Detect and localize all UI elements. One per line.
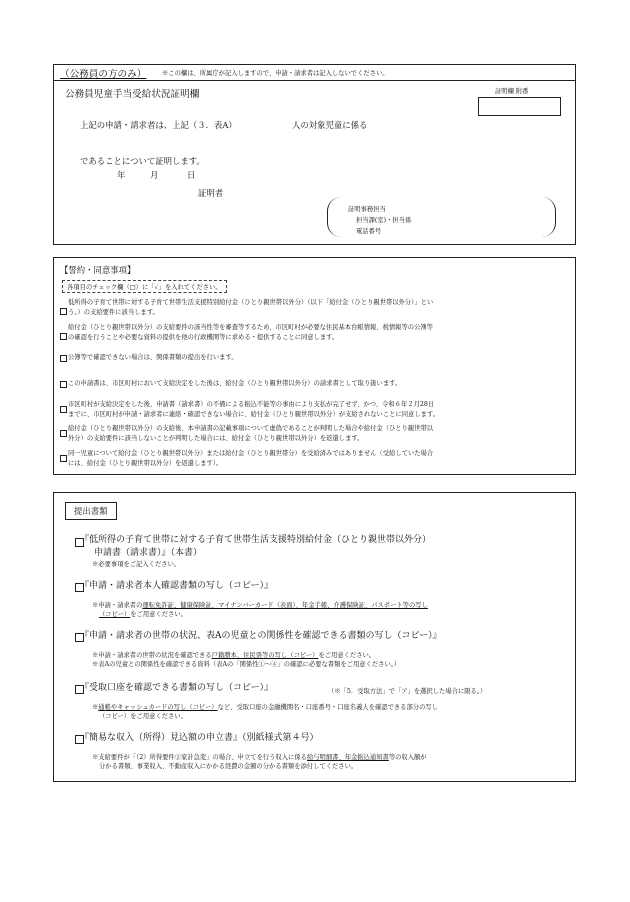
pledge-checkbox-7[interactable] [60,455,67,462]
certification-line-1a: 上記の申請・請求者は、上記（３．表A） [80,120,237,130]
certificate-number-field[interactable] [478,97,561,116]
pledge-item-3: 公簿等で確認できない場合は、関係書類の提出を行います。 [68,353,552,363]
contact-section-label: 担当課(室)・担当係 [356,217,412,224]
doc-item-5: 『簡易な収入（所得）見込額の申立書』（別紙様式第４号） [80,733,319,743]
doc-item-3: 『申請・請求者の世帯の状況、表Aの児童との関係性を確認できる書類の写し（コピー）』 [80,631,442,641]
date-year-label: 年 [117,170,126,180]
doc-note-2: ※申請・請求者の運転免許証、健康保険証、マイナンバーカード（表面）、年金手帳、介護保険証、パスポート等の写し （コピー）をご用意ください。 [92,602,428,618]
pledge-item-5: 市区町村が支給決定をした後、申請書（請求書）の不備による振込不能等の事由により支払が完了せず、かつ、令和６年２月28日 までに、市区町村が申請・請求者に連絡・確認できない場合に、給付金（ひとり親世帯以外分）が支給されないことに同意します。 [68,400,552,420]
doc-note-3: ※申請・請求者の世帯の状況を確認できる戸籍謄本、住民票等の写し（コピー）をご用意ください。 ※表Aの児童との関係性を確認できる資料（表Aの「関係性①～④」の確認に必要な書類をご用意ください。） [92,652,401,668]
pledge-checkbox-2[interactable] [60,333,67,340]
doc-item-4: 『受取口座を確認できる書類の写し（コピー）』 [80,683,274,693]
pledge-checkbox-1[interactable] [60,308,67,315]
civil-servant-tag: （公務員の方のみ） [60,69,147,80]
certification-line-1b: 人の対象児童に係る [292,120,368,130]
doc-note-4: ※通帳やキャッシュカードの写し（コピー）など、受取口座の金融機関名・口座番号・口座名義人を確認できる部分の写し （コピー）をご用意ください。 [92,704,438,720]
doc-note-1: ※必要事項をご記入ください。 [92,561,181,568]
certificate-number-label: 証明欄 附番 [495,88,529,95]
pledge-item-4: この申請書は、市区町村において支給決定をした後は、給付金（ひとり親世帯以外分）の請求書として取り扱います。 [68,379,552,389]
pledge-item-6: 給付金（ひとり親世帯以外分）の支給後、本申請書の記載事項について虚偽であることが判明した場合や給付金（ひとり親世帯以 外分）の支給要件に該当しないことが判明した場合には、給付金（ひとり親世帯以外分）を返還します。 [68,424,552,444]
certifier-label: 証明者 [198,188,224,198]
pledge-instruction: 各項目のチェック欄（□）に「✓」を入れてください。 [62,280,227,293]
certification-line-2: であることについて証明します。 [80,156,205,166]
doc-note-5: ※支給要件が「（2）所得要件②家計急変」の場合、申立てを行う収入に係る給与明細書、年金振込通知書等の収入額が 分かる書類、事業収入、不動産収入にかかる経費の金額の分かる書類を添付してください。 [92,754,427,770]
pledge-item-1: 低所得の子育て世帯に対する子育て世帯生活支援特別給付金（ひとり親世帯以外分）（以下「給付金（ひとり親世帯以外分）」とい う。）の支給要件に該当します。 [68,298,552,318]
date-month-label: 月 [150,170,159,180]
pledge-item-7: 同一児童について給付金（ひとり親世帯以外分）または給付金（ひとり親世帯分）を受給済みではありません（受給していた場合 には、給付金（ひとり親世帯以外分）を返還します）。 [68,449,552,469]
documents-title: 提出書類 [65,502,117,520]
contact-phone-label: 電話番号 [356,228,382,235]
doc-item-2: 『申請・請求者本人確認書類の写し（コピー）』 [80,581,274,591]
date-day-label: 日 [187,170,196,180]
pledge-checkbox-3[interactable] [60,355,67,362]
pledge-checkbox-4[interactable] [60,381,67,388]
contact-office-label: 証明事務担当 [348,206,386,213]
certification-notice: ※この欄は、所属庁が記入しますので、申請・請求者は記入しないでください。 [162,70,389,77]
certification-title: 公務員児童手当受給状況証明欄 [65,89,200,100]
doc-item-4-condition: （※「5．受取方法」で「ア」を選択した場合に限る。） [328,688,487,695]
pledge-checkbox-6[interactable] [60,430,67,437]
doc-item-1: 『低所得の子育て世帯に対する子育て世帯生活支援特別給付金（ひとり親世帯以外分） 申請書（請求書）』（本書） [80,535,432,558]
pledge-item-2: 給付金（ひとり親世帯以外分）の支給要件の該当性等を審査等するため、市区町村が必要な住民基本台帳情報、税情報等の公簿等 の確認を行うことや必要な資料の提供を他の行政機関等に求める・提供することに同意します。 [68,323,552,343]
pledge-title: 【誓約・同意事項】 [60,265,136,275]
pledge-checkbox-5[interactable] [60,406,67,413]
